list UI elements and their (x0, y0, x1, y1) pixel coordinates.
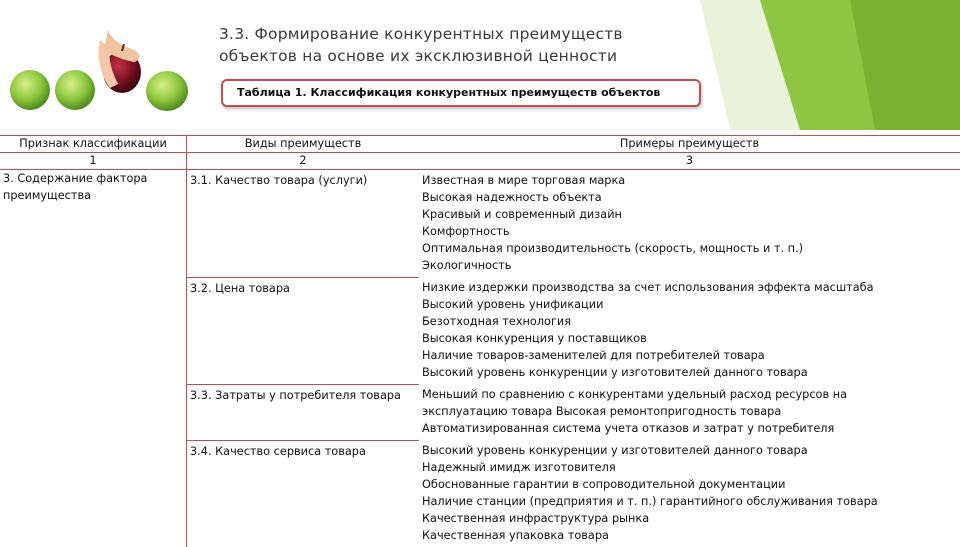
type-cell: 3.3. Затраты у потребителя товара (187, 384, 420, 440)
example-item: Автоматизированная система учета отказов и затрат у потребителя (422, 420, 957, 437)
example-item: Наличие станции (предприятия и т. п.) гарантийного обслуживания товара (422, 493, 957, 510)
example-item: Комфортность (422, 223, 957, 240)
column-number-1: 1 (0, 153, 187, 170)
header-feature: Признак классификации (0, 136, 187, 153)
example-item: Наличие товаров-заменителей для потребителей товара (422, 347, 957, 364)
example-item: Качественная упаковка товара (422, 527, 957, 544)
example-item: эксплуатацию товара Высокая ремонтопригодность товара (422, 403, 957, 420)
example-item: Обоснованные гарантии в сопроводительной документации (422, 476, 957, 493)
example-item: Безотходная технология (422, 313, 957, 330)
examples-cell (419, 440, 960, 547)
type-cell: 3.4. Качество сервиса товара (187, 440, 420, 547)
example-item: Экологичность (422, 257, 957, 274)
example-item: Меньший по сравнению с конкурентами удельный расход ресурсов на (422, 386, 957, 403)
example-item: Красивый и современный дизайн (422, 206, 957, 223)
example-item: Высокая надежность объекта (422, 189, 957, 206)
example-item: Оптимальная производительность (скорость, мощность и т. п.) (422, 240, 957, 257)
table-number-row (0, 153, 960, 170)
example-item: Высокий уровень унификации (422, 296, 957, 313)
table-header-row (0, 136, 960, 153)
examples-cell (419, 170, 960, 278)
example-item: Высокий уровень конкуренции у изготовителей данного товара (422, 364, 957, 381)
slide-title-line-1: 3.3. Формирование конкурентных преимуществ (219, 23, 739, 45)
examples-cell (419, 384, 960, 440)
type-cell: 3.1. Качество товара (услуги) (187, 170, 420, 278)
type-cell: 3.2. Цена товара (187, 277, 420, 384)
example-item: Низкие издержки производства за счет использования эффекта масштаба (422, 279, 957, 296)
example-item: Известная в мире торговая марка (422, 172, 957, 189)
apples-illustration (0, 0, 210, 120)
classification-table (0, 135, 960, 547)
header-types: Виды преимуществ (187, 136, 420, 153)
slide-title (219, 23, 739, 67)
column-number-3: 3 (419, 153, 960, 170)
example-item: Высокая конкуренция у поставщиков (422, 330, 957, 347)
header-examples: Примеры преимуществ (419, 136, 960, 153)
example-item: Надежный имидж изготовителя (422, 459, 957, 476)
decorative-green-wedge (700, 0, 960, 130)
table-row (0, 170, 960, 278)
slide-title-line-2: объектов на основе их эксклюзивной ценности (219, 45, 739, 67)
example-item: Высокий уровень конкуренции у изготовителей данного товара (422, 442, 957, 459)
example-item: Качественная инфраструктура рынка (422, 510, 957, 527)
column-number-2: 2 (187, 153, 420, 170)
feature-cell: 3. Содержание фактора преимущества (0, 170, 187, 547)
table-caption: Таблица 1. Классификация конкурентных преимуществ объектов (221, 79, 701, 107)
examples-cell (419, 277, 960, 384)
